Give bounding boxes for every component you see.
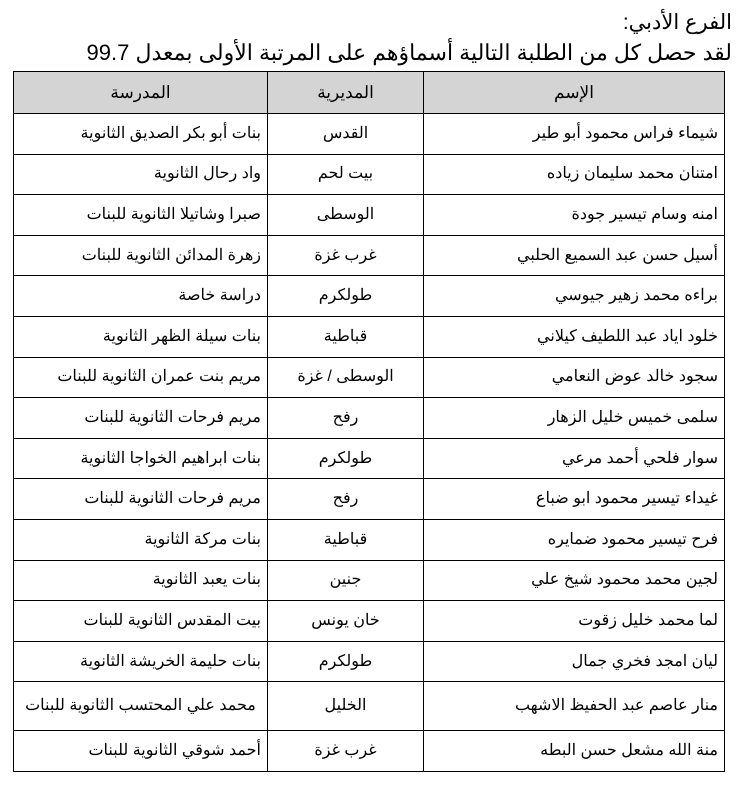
school: بنات مركة الثانوية [14, 519, 268, 560]
section-subheading: لقد حصل كل من الطلبة التالية أسماؤهم على المرتبة الأولى بمعدل 99.7 [86, 40, 732, 65]
directorate: قباطية [268, 316, 424, 357]
table-row [14, 357, 725, 398]
school: أحمد شوقي الثانوية للبنات [14, 731, 268, 772]
school: دراسة خاصة [14, 276, 268, 317]
student-name: سوار فلحي أحمد مرعي [424, 438, 725, 479]
directorate: القدس [268, 114, 424, 155]
table-row [14, 114, 725, 155]
table-row [14, 682, 725, 731]
student-name: سجود خالد عوض النعامي [424, 357, 725, 398]
school: مريم فرحات الثانوية للبنات [14, 479, 268, 520]
table-row [14, 195, 725, 236]
student-name: منة الله مشعل حسن البطه [424, 731, 725, 772]
school: بيت المقدس الثانوية للبنات [14, 601, 268, 642]
table-row [14, 154, 725, 195]
header-directorate: المديرية [268, 72, 424, 114]
directorate: جنين [268, 560, 424, 601]
student-name: امتنان محمد سليمان زياده [424, 154, 725, 195]
table-row [14, 398, 725, 439]
table-row [14, 731, 725, 772]
directorate: الوسطى / غزة [268, 357, 424, 398]
directorate: الوسطى [268, 195, 424, 236]
directorate: طولكرم [268, 438, 424, 479]
directorate: خان يونس [268, 601, 424, 642]
table-header-row [14, 72, 725, 114]
student-name: امنه وسام تيسير جودة [424, 195, 725, 236]
student-name: ليان امجد فخري جمال [424, 641, 725, 682]
table-row [14, 519, 725, 560]
student-name: شيماء فراس محمود أبو طير [424, 114, 725, 155]
school: مريم فرحات الثانوية للبنات [14, 398, 268, 439]
table-row [14, 316, 725, 357]
section-heading: الفرع الأدبي: [622, 11, 732, 34]
school: بنات أبو بكر الصديق الثانوية [14, 114, 268, 155]
table-row [14, 560, 725, 601]
school: محمد علي المحتسب الثانوية للبنات [14, 682, 268, 731]
table-row [14, 276, 725, 317]
school: مريم بنت عمران الثانوية للبنات [14, 357, 268, 398]
school: صبرا وشاتيلا الثانوية للبنات [14, 195, 268, 236]
school: بنات سيلة الظهر الثانوية [14, 316, 268, 357]
table-row [14, 641, 725, 682]
results-table [13, 71, 725, 772]
school: بنات يعبد الثانوية [14, 560, 268, 601]
student-name: أسيل حسن عبد السميع الحلبي [424, 235, 725, 276]
table-row [14, 601, 725, 642]
school: واد رحال الثانوية [14, 154, 268, 195]
student-name: لجين محمد محمود شيخ علي [424, 560, 725, 601]
student-name: لما محمد خليل زقوت [424, 601, 725, 642]
table-row [14, 438, 725, 479]
school: زهرة المدائن الثانوية للبنات [14, 235, 268, 276]
directorate: غرب غزة [268, 235, 424, 276]
directorate: طولكرم [268, 276, 424, 317]
directorate: قباطية [268, 519, 424, 560]
directorate: بيت لحم [268, 154, 424, 195]
student-name: سلمى خميس خليل الزهار [424, 398, 725, 439]
table-row [14, 479, 725, 520]
directorate: الخليل [268, 682, 424, 731]
directorate: رفح [268, 398, 424, 439]
student-name: فرح تيسير محمود ضمايره [424, 519, 725, 560]
directorate: رفح [268, 479, 424, 520]
student-name: منار عاصم عبد الحفيظ الاشهب [424, 682, 725, 731]
table-row [14, 235, 725, 276]
header-name: الإسم [424, 72, 725, 114]
student-name: براءه محمد زهير جيوسي [424, 276, 725, 317]
school: بنات ابراهيم الخواجا الثانوية [14, 438, 268, 479]
directorate: غرب غزة [268, 731, 424, 772]
directorate: طولكرم [268, 641, 424, 682]
school: بنات حليمة الخريشة الثانوية [14, 641, 268, 682]
student-name: خلود اياد عبد اللطيف كيلاني [424, 316, 725, 357]
student-name: غيداء تيسير محمود ابو ضباع [424, 479, 725, 520]
header-school: المدرسة [14, 72, 268, 114]
